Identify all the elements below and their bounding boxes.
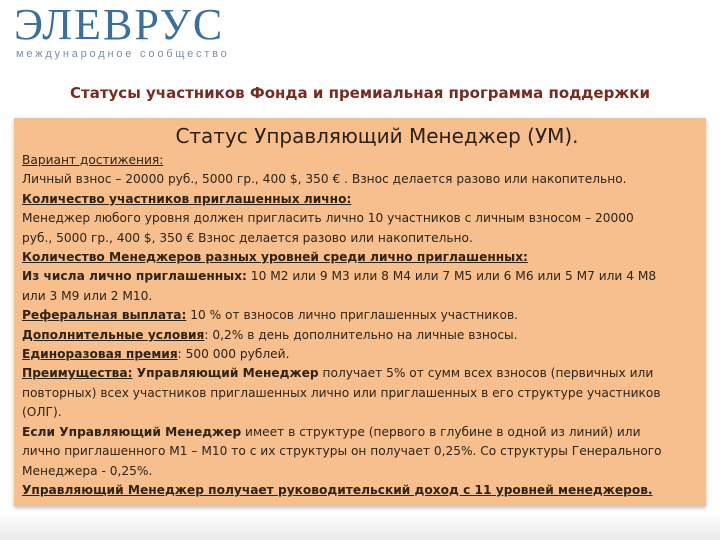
advantages-text-3: (ОЛГ). (22, 405, 62, 420)
advantages-text-1: получает 5% от сумм всех взносов (первичных или (318, 366, 654, 381)
advantages-label: Преимущества: (22, 366, 133, 381)
if-text-2: лично приглашенного М1 – М10 то с их структуры он получает 0,25%. Со структуры Генерального (22, 444, 662, 459)
status-content-box (14, 118, 706, 506)
final-line (22, 481, 692, 500)
if-text-3: Менеджера - 0,25%. (22, 463, 153, 478)
achievement-line (22, 151, 692, 170)
managers-label: Количество Менеджеров разных уровней среди лично приглашенных: (22, 250, 528, 265)
achievement-text: Личный взнос – 20000 руб., 5000 гр., 400 $, 350 € . Взнос делается разово или накопительно. (22, 172, 627, 187)
referral-label: Реферальная выплата: (22, 308, 187, 323)
if-line (22, 423, 692, 442)
final-text: Управляющий Менеджер получает руководительский доход с 11 уровней менеджеров. (22, 482, 653, 497)
elevrus-logo (14, 2, 230, 60)
advantages-bold: Управляющий Менеджер (132, 366, 319, 381)
invited-line (22, 190, 692, 209)
logo-wordmark: ЭЛЕВРУС (14, 0, 225, 49)
invited-text-1: Менеджер любого уровня должен пригласить лично 10 участников с личным взносом – 20000 (22, 211, 634, 226)
onetime-text: : 500 000 рублей. (177, 347, 290, 362)
invited-text-2: руб., 5000 гр., 400 $, 350 € Взнос делается разово или накопительно. (22, 230, 473, 245)
managers-line (22, 248, 692, 267)
extra-line (22, 326, 692, 345)
referral-text: 10 % от взносов лично приглашенных участников. (186, 308, 519, 323)
if-text-1: имеет в структуре (первого в глубине в одной из линий) или (241, 424, 641, 439)
achievement-label: Вариант достижения: (22, 153, 164, 167)
onetime-label: Единоразовая премия (22, 347, 178, 362)
status-heading: Статус Управляющий Менеджер (УМ). (175, 124, 579, 148)
from-invited-text-2: или 3 М9 или 2 М10. (22, 288, 153, 303)
onetime-line (22, 345, 692, 364)
invited-label: Количество участников приглашенных лично: (22, 191, 352, 206)
advantages-text-2: повторных) всех участников приглашенных лично или приглашенных в его структуре участников (22, 385, 661, 400)
from-invited-label: Из числа лично приглашенных: (22, 269, 247, 284)
extra-label: Дополнительные условия (22, 327, 205, 342)
slide-title: Статусы участников Фонда и премиальная программа поддержки (70, 84, 650, 102)
footer-strip (0, 512, 720, 540)
extra-text: : 0,2% в день дополнительно на личные взносы. (204, 327, 518, 342)
logo-subtitle: международное сообщество (16, 48, 230, 60)
from-invited-text-1: 10 М2 или 9 М3 или 8 М4 или 7 М5 или 6 М6 или 5 М7 или 4 М8 (246, 269, 657, 284)
if-bold: Если Управляющий Менеджер (22, 424, 242, 439)
advantages-line (22, 364, 692, 383)
referral-line (22, 306, 692, 325)
from-invited-line (22, 267, 692, 286)
